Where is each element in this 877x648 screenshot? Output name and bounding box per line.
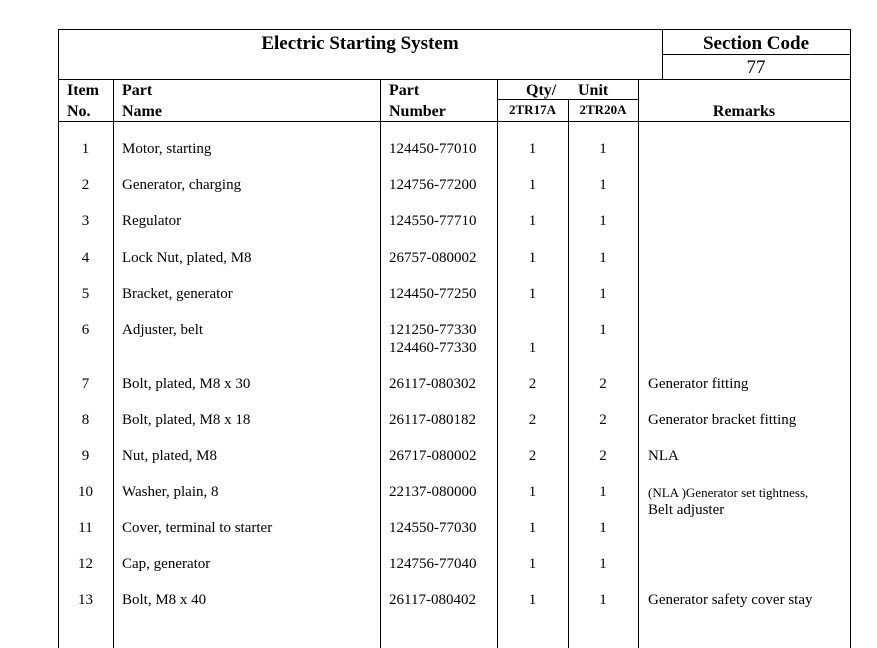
col-header-item-1: Item	[67, 82, 99, 99]
qty-2tr20a: 2	[599, 448, 607, 464]
qty-2tr20a: 2	[599, 376, 607, 392]
col-header-item-2: No.	[67, 103, 91, 120]
header-top-border	[58, 79, 851, 80]
col-header-unit: Unit	[578, 82, 609, 99]
item-number: 9	[81, 448, 90, 464]
item-number: 11	[78, 520, 93, 536]
qty-2tr17a: 1	[528, 250, 537, 266]
col-divider-item	[113, 79, 114, 648]
col-header-model-a: 2TR17A	[509, 102, 556, 117]
part-number: 124450-77250	[389, 286, 477, 302]
part-name: Adjuster, belt	[122, 322, 204, 338]
qty-2tr17a: 1	[528, 484, 537, 500]
qty-2tr20a: 1	[599, 213, 607, 229]
qty-2tr17a: 1	[528, 520, 537, 536]
part-number: 26717-080002	[389, 448, 477, 464]
part-number: 124450-77010	[389, 141, 477, 157]
qty-2tr17a-alt: 1	[528, 340, 537, 356]
item-number: 10	[78, 484, 93, 500]
part-number: 124550-77710	[389, 213, 477, 229]
qty-2tr17a: 1	[528, 177, 537, 193]
qty-2tr20a: 1	[599, 141, 607, 157]
section-code-value: 77	[746, 57, 766, 78]
part-number: 26117-080182	[389, 412, 476, 428]
qty-2tr20a: 1	[599, 556, 607, 572]
col-header-qty: Qty/	[526, 82, 557, 99]
item-number: 2	[81, 177, 90, 193]
part-number: 124550-77030	[389, 520, 477, 536]
qty-2tr20a: 1	[599, 250, 607, 266]
item-number: 13	[78, 592, 93, 608]
col-header-part-name-1: Part	[122, 82, 153, 99]
item-number: 1	[81, 141, 90, 157]
qty-2tr20a: 1	[599, 322, 607, 338]
item-number: 4	[81, 250, 90, 266]
qty-2tr17a: 1	[528, 141, 537, 157]
qty-2tr20a: 1	[599, 286, 607, 302]
col-header-part-name-2: Name	[122, 103, 162, 120]
item-number: 5	[81, 286, 90, 302]
item-number: 7	[81, 376, 90, 392]
item-number: 12	[78, 556, 93, 572]
qty-2tr17a: 2	[528, 376, 537, 392]
col-divider-remarks	[638, 79, 639, 648]
right-border	[850, 29, 851, 648]
qty-2tr20a: 1	[599, 520, 607, 536]
qty-2tr17a: 1	[528, 592, 537, 608]
part-name: Cover, terminal to starter	[122, 520, 273, 536]
col-divider-name	[380, 79, 381, 648]
header-bottom-border	[58, 121, 851, 122]
remarks: Generator bracket fitting	[648, 412, 797, 428]
qty-2tr17a: 1	[528, 213, 537, 229]
part-number: 121250-77330	[389, 322, 477, 338]
qty-2tr20a: 1	[599, 484, 607, 500]
table-top-border	[58, 29, 851, 30]
part-number: 22137-080000	[389, 484, 477, 500]
qty-2tr20a: 1	[599, 592, 607, 608]
remarks: Generator safety cover stay	[648, 592, 813, 608]
page-title: Electric Starting System	[261, 33, 459, 54]
part-number-alt: 124460-77330	[389, 340, 477, 356]
col-header-part-number-2: Number	[389, 103, 446, 120]
part-name: Motor, starting	[122, 141, 212, 157]
qty-2tr17a: 1	[528, 556, 537, 572]
part-name: Cap, generator	[122, 556, 211, 572]
item-number: 8	[81, 412, 90, 428]
part-name: Washer, plain, 8	[122, 484, 219, 500]
qty-2tr20a: 1	[599, 177, 607, 193]
part-name: Bolt, plated, M8 x 30	[122, 376, 251, 392]
part-name: Nut, plated, M8	[122, 448, 217, 464]
section-code-label: Section Code	[702, 33, 810, 54]
part-name: Generator, charging	[122, 177, 242, 193]
part-name: Bolt, M8 x 40	[122, 592, 207, 608]
part-name: Regulator	[122, 213, 182, 229]
item-number: 3	[81, 213, 90, 229]
part-name: Bracket, generator	[122, 286, 233, 302]
col-header-remarks: Remarks	[712, 103, 776, 120]
part-name: Bolt, plated, M8 x 18	[122, 412, 251, 428]
remarks: NLA	[648, 448, 679, 464]
qty-2tr17a: 1	[528, 286, 537, 302]
part-number: 26117-080402	[389, 592, 476, 608]
qty-2tr17a: 2	[528, 412, 537, 428]
remarks: (NLA )Generator set tightness,	[648, 485, 809, 500]
part-number: 26117-080302	[389, 376, 476, 392]
part-number: 124756-77200	[389, 177, 477, 193]
item-number: 6	[81, 322, 90, 338]
part-number: 124756-77040	[389, 556, 477, 572]
remarks-continued: Belt adjuster	[648, 502, 725, 518]
part-name: Lock Nut, plated, M8	[122, 250, 252, 266]
remarks: Generator fitting	[648, 376, 749, 392]
col-header-model-b: 2TR20A	[579, 102, 627, 117]
qty-2tr20a: 2	[599, 412, 607, 428]
part-number: 26757-080002	[389, 250, 477, 266]
qty-2tr17a: 2	[528, 448, 537, 464]
col-header-part-number-1: Part	[389, 82, 420, 99]
